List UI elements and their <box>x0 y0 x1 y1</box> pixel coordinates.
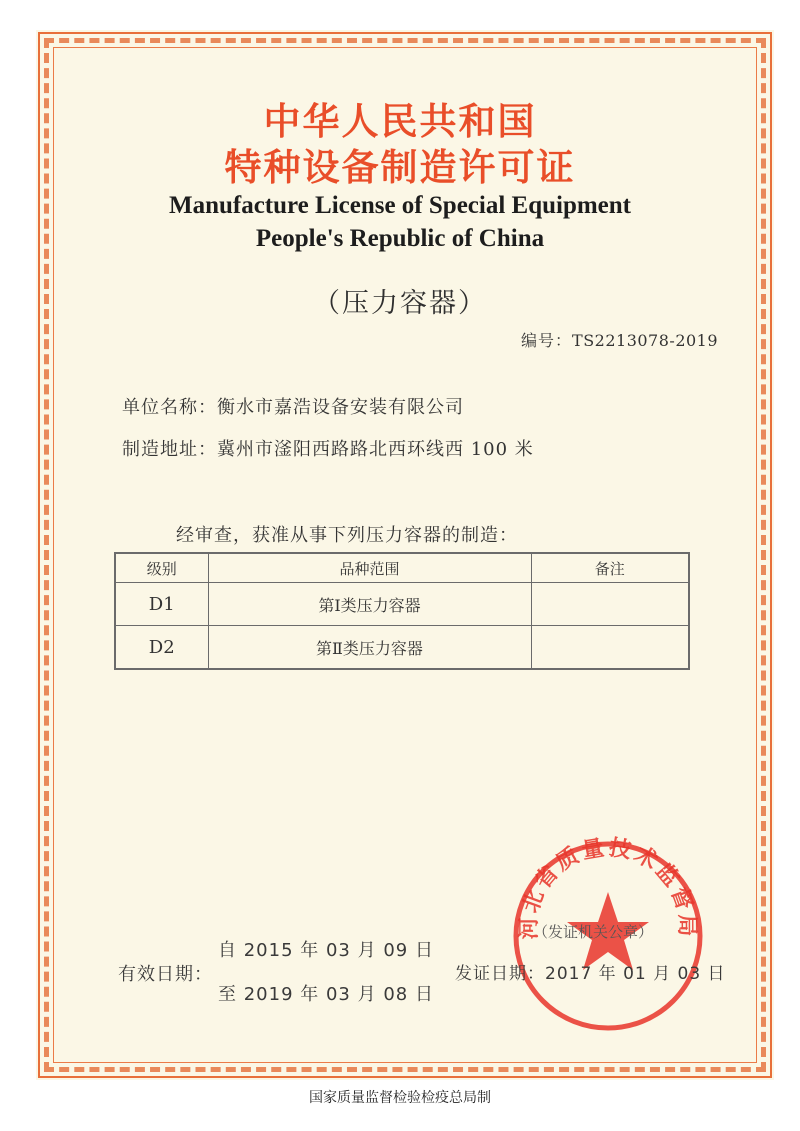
validity-label: 有效日期： <box>118 964 213 985</box>
issuer-note: （发证机关公章） <box>533 923 654 941</box>
validity-to: 至 2019 年 03 月 08 日 <box>218 984 434 1005</box>
table-cell-level: D1 <box>115 583 208 626</box>
table-cell-level: D2 <box>115 626 208 670</box>
address-label: 制造地址： <box>122 439 217 460</box>
scope-table <box>114 552 690 670</box>
seal-text-path: 河北省质量技术监督局 <box>516 836 700 940</box>
table-row <box>115 626 689 670</box>
title-cn-country: 中华人民共和国 <box>263 100 537 143</box>
footer-issuer: 国家质量监督检验检疫总局制 <box>309 1090 491 1106</box>
table-cell-scope: 第Ⅰ类压力容器 <box>208 583 531 626</box>
issue-date-row <box>455 959 726 984</box>
license-number-label: 编号： <box>521 331 573 350</box>
approval-statement: 经审查，获准从事下列压力容器的制造： <box>176 525 518 546</box>
title-en-license: Manufacture License of Special Equipment <box>168 192 632 219</box>
unit-name-value: 衡水市嘉浩设备安装有限公司 <box>217 397 464 418</box>
validity-from: 自 2015 年 03 月 09 日 <box>218 940 434 961</box>
license-number-value: TS2213078-2019 <box>572 331 719 350</box>
table-cell-scope: 第Ⅱ类压力容器 <box>208 626 531 670</box>
table-row <box>115 583 689 626</box>
title-en-country: People's Republic of China <box>255 225 545 252</box>
issue-date-label: 发证日期： <box>455 964 545 984</box>
issue-date-value: 2017 年 01 月 03 日 <box>545 964 726 984</box>
unit-name-row <box>122 393 464 419</box>
unit-name-label: 单位名称： <box>122 397 217 418</box>
table-header-scope: 品种范围 <box>208 553 531 583</box>
address-row <box>122 435 534 461</box>
table-header-remark: 备注 <box>531 553 689 583</box>
title-cn-license: 特种设备制造许可证 <box>224 146 576 189</box>
address-value: 冀州市滏阳西路路北西环线西 100 米 <box>217 439 534 460</box>
license-number <box>521 328 718 351</box>
table-cell-remark <box>531 626 689 670</box>
equipment-category: （压力容器） <box>313 288 487 319</box>
table-header-level: 级别 <box>115 553 208 583</box>
table-header-row <box>115 553 689 583</box>
table-cell-remark <box>531 583 689 626</box>
